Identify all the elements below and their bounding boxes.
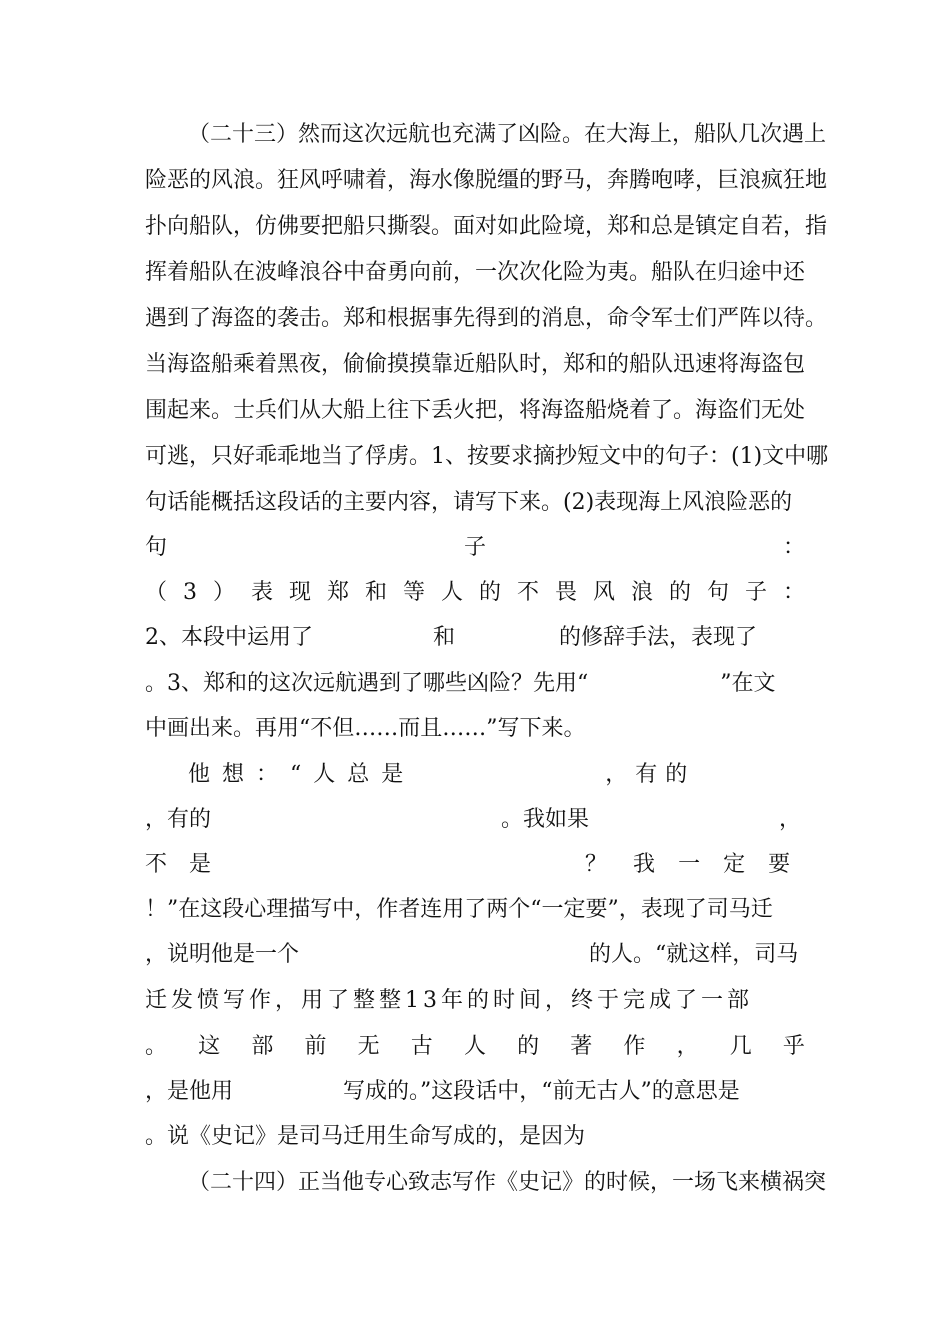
text-char: 风 xyxy=(592,580,615,605)
text-char: 畏 xyxy=(554,580,577,605)
text-fragment: 。我如果 xyxy=(501,807,590,832)
text-fragment: 子 xyxy=(463,535,486,560)
text-fragment: 和 xyxy=(433,625,456,650)
text-char: 乎 xyxy=(782,1034,805,1059)
text-fragment: 。3、郑和的这次远航遇到了哪些凶险？先用“ xyxy=(145,671,589,696)
text-char: ） xyxy=(212,580,235,605)
text-char: 人 xyxy=(463,1034,486,1059)
text-char: 人 xyxy=(440,580,463,605)
text-fragment: 不 xyxy=(145,852,168,877)
text-line: （二十三）然而这次远航也充满了凶险。在大海上，船队几次遇上 xyxy=(188,122,827,147)
text-fragment: ？ xyxy=(585,852,608,877)
text-fragment: 要 xyxy=(768,852,791,877)
text-char: ， xyxy=(676,1034,699,1059)
text-line: 险恶的风浪。狂风呼啸着，海水像脱缰的野马，奔腾咆哮，巨浪疯狂地 xyxy=(145,168,828,193)
text-char: 子 xyxy=(744,580,767,605)
text-char: 3 xyxy=(183,580,197,605)
text-line xyxy=(145,578,805,608)
text-line: 句话能概括这段话的主要内容，请写下来。(2)表现海上风浪险恶的 xyxy=(145,490,793,515)
text-char: 著 xyxy=(570,1034,593,1059)
text-char: ： xyxy=(782,580,805,605)
text-char: 无 xyxy=(357,1034,380,1059)
text-line: 挥着船队在波峰浪谷中奋勇向前，一次次化险为夷。船队在归途中还 xyxy=(145,260,806,285)
text-fragment: 句 xyxy=(145,535,168,560)
text-fragment: ，说明他是一个 xyxy=(145,942,300,967)
text-fragment: ”在文 xyxy=(720,671,776,696)
text-line: ！”在这段心理描写中，作者连用了两个“一定要”，表现了司马迁 xyxy=(145,897,773,922)
text-line xyxy=(145,1032,805,1062)
text-char: 不 xyxy=(516,580,539,605)
text-char: 的 xyxy=(668,580,691,605)
text-char: 古 xyxy=(410,1034,433,1059)
text-line: 围起来。士兵们从大船上往下丢火把，将海盗船烧着了。海盗们无处 xyxy=(145,398,806,423)
text-char: 的 xyxy=(517,1034,540,1059)
text-fragment: 2、本段中运用了 xyxy=(145,625,313,650)
text-fragment: 是 xyxy=(189,852,212,877)
text-fragment: ， xyxy=(779,807,802,832)
text-char: 作 xyxy=(623,1034,646,1059)
text-fragment: 他想：“人总是 xyxy=(188,762,416,787)
text-line: 遇到了海盗的袭击。郑和根据事先得到的消息，命令军士们严阵以待。 xyxy=(145,306,828,331)
text-fragment: ，有的 xyxy=(605,762,696,787)
text-line xyxy=(188,760,805,790)
text-fragment: 我 xyxy=(633,852,656,877)
text-line: 中画出来。再用“不但……而且……”写下来。 xyxy=(145,716,586,741)
text-fragment: ： xyxy=(782,535,805,560)
text-fragment: 定 xyxy=(723,852,746,877)
text-fragment: ，是他用 xyxy=(145,1079,234,1104)
text-line xyxy=(145,850,805,880)
text-fragment: ，有的 xyxy=(145,807,212,832)
text-line xyxy=(145,533,805,563)
text-char: 。 xyxy=(145,1034,168,1059)
text-fragment: 的修辞手法，表现了 xyxy=(559,625,758,650)
text-line xyxy=(145,940,805,970)
text-fragment: 一 xyxy=(678,852,701,877)
text-line: 可逃，只好乖乖地当了俘虏。1、按要求摘抄短文中的句子：(1)文中哪 xyxy=(145,444,829,469)
text-char: 句 xyxy=(706,580,729,605)
text-char: 部 xyxy=(251,1034,274,1059)
text-line xyxy=(145,805,805,835)
text-char: 和 xyxy=(364,580,387,605)
text-line xyxy=(145,623,805,653)
text-char: 等 xyxy=(402,580,425,605)
text-line: 。说《史记》是司马迁用生命写成的，是因为 xyxy=(145,1124,586,1149)
text-char: 浪 xyxy=(630,580,653,605)
text-char: 现 xyxy=(288,580,311,605)
text-char: 前 xyxy=(304,1034,327,1059)
text-char: 郑 xyxy=(326,580,349,605)
text-char: 几 xyxy=(729,1034,752,1059)
text-line: （二十四）正当他专心致志写作《史记》的时候，一场飞来横祸突 xyxy=(188,1170,827,1195)
text-char: 的 xyxy=(478,580,501,605)
text-line: 扑向船队，仿佛要把船只撕裂。面对如此险境，郑和总是镇定自若，指 xyxy=(145,214,828,239)
text-fragment: 的人。“就这样，司马 xyxy=(589,942,799,967)
text-char: 这 xyxy=(198,1034,221,1059)
text-line xyxy=(145,669,805,699)
text-char: 表 xyxy=(250,580,273,605)
text-line: 当海盗船乘着黑夜，偷偷摸摸靠近船队时，郑和的船队迅速将海盗包 xyxy=(145,352,806,377)
text-line: 迁发愤写作，用了整整13年的时间，终于完成了一部 xyxy=(145,988,753,1013)
text-line xyxy=(145,1077,805,1107)
text-fragment: 写成的。”这段话中，“前无古人”的意思是 xyxy=(343,1079,740,1104)
text-char: （ xyxy=(145,580,168,605)
